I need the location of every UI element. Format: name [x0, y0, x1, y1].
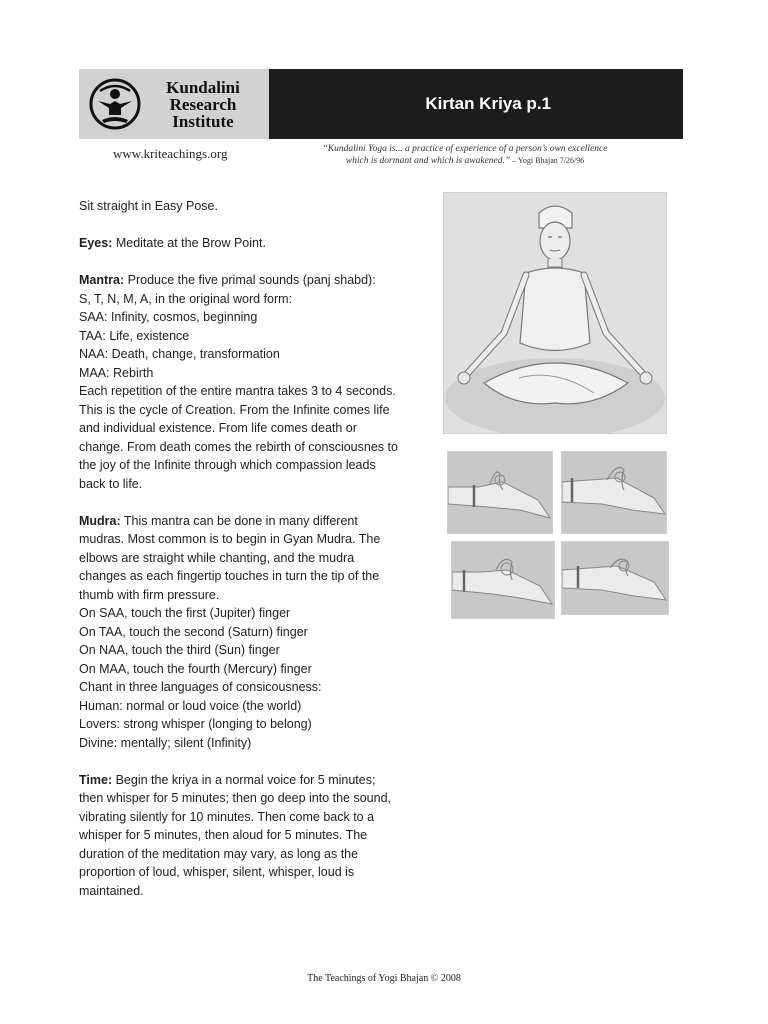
title-bar: [269, 69, 683, 139]
mudra-section: Mudra: This mantra can be done in many different mudras. Most common is to begin in Gyan Mudra. The elbows are straight while chanting, and the mudra changes as each fingertip touches in turn the tip of the thumb with firm pressure. On SAA, touch the first (Jupiter) finger On TAA, touch the second (Saturn) finger On NAA, touch the third (Sun) finger On MAA, touch the fourth (Mercury) finger Chant in three languages of consicousness: Human: normal or loud voice (the world) Lovers: strong whisper (longing to belong) Divine: mentally; silent (Infinity): [79, 513, 381, 750]
meditator-figure: [444, 193, 666, 433]
eyes-section: Eyes: Meditate at the Brow Point.: [79, 236, 266, 250]
hand-mudra-icon: [452, 542, 554, 618]
mudra-photo-maa: [561, 541, 669, 615]
kri-logo-icon: [88, 77, 142, 131]
mudra-photo-saa: [447, 451, 553, 534]
hand-mudra-icon: [448, 452, 552, 533]
hand-mudra-icon: [562, 542, 668, 614]
mantra-section: Mantra: Produce the five primal sounds (panj shabd): S, T, N, M, A, in the original word form: SAA: Infinity, cosmos, beginning TAA: Life, existence NAA: Death, change, transformation MAA: Rebirth Each repetition of the entire mantra takes 3 to 4 seconds. This is the cycle of Creation. From the Infinite comes life and individual existence. From life comes death or change. From death comes the rebirth of consciousnes to the joy of the Infinite through which compassion leads back to life.: [79, 273, 398, 491]
footer-copyright: The Teachings of Yogi Bhajan © 2008: [307, 973, 461, 984]
logo-block: [79, 69, 269, 139]
time-section: Time: Begin the kriya in a normal voice for 5 minutes; then whisper for 5 minutes; then go deep into the sound, vibrating silently for 10 minutes. Then come back to a whisper for 5 minutes, then aloud for 5 minutes. The duration of the meditation may vary, as long as the proportion of loud, whisper, silent, whisper, loud is maintained.: [79, 772, 392, 898]
header-quote: “Kundalini Yoga is... a practice of experience of a person’s own excellence which is dormant and which is awakened.” – Yogi Bhajan 7/26/96: [322, 144, 608, 166]
organization-name: Kundalini Research Institute: [166, 78, 240, 131]
page-title: Kirtan Kriya p.1: [425, 94, 551, 113]
easy-pose-illustration: [443, 192, 667, 434]
mudra-photo-taa: [561, 451, 667, 534]
intro-text: Sit straight in Easy Pose.: [79, 199, 218, 213]
instructions: [79, 197, 431, 919]
website-link[interactable]: www.kriteachings.org: [113, 146, 228, 161]
mudra-photo-naa: [451, 541, 555, 619]
header: [79, 69, 683, 139]
hand-mudra-icon: [562, 452, 666, 533]
